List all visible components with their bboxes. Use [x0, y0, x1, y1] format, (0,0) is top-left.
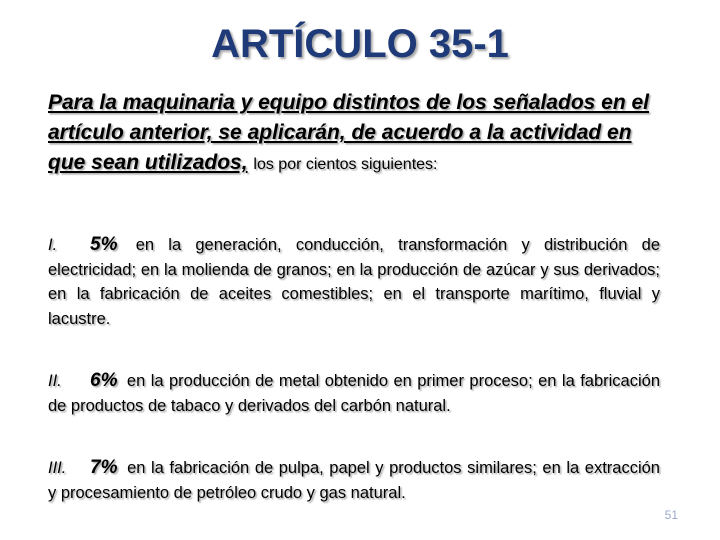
item-percent: 6%	[90, 370, 118, 391]
list-item-3	[48, 456, 660, 505]
item-text: en la fabricación de pulpa, papel y productos similares; en la extracción y procesamiento de petróleo crudo y gas natural.	[48, 459, 660, 502]
item-numeral: I.	[48, 236, 58, 254]
list-item-1	[48, 233, 660, 331]
list-item-2	[48, 369, 660, 418]
item-text: en la generación, conducción, transformación y distribución de electricidad; en la molienda de granos; en la producción de azúcar y sus derivados; en la fabricación de aceites comestibles; en el transporte marítimo, fluvial y lacustre.	[48, 236, 660, 328]
item-percent: 5%	[90, 234, 118, 255]
intro-emphasis: Para la maquinaria y equipo distintos de los señalados en el artículo anterior, se aplicarán, de acuerdo a la actividad en que sean utilizados,	[48, 91, 650, 174]
item-text: en la producción de metal obtenido en primer proceso; en la fabricación de productos de tabaco y derivados del carbón natural.	[48, 372, 660, 415]
intro-paragraph	[48, 88, 662, 180]
item-numeral: III.	[48, 459, 67, 477]
item-percent: 7%	[90, 457, 118, 478]
page-number: 51	[664, 508, 678, 522]
item-numeral: II.	[48, 372, 62, 390]
intro-tail: los por cientos siguientes:	[253, 156, 438, 173]
page-title: ARTÍCULO 35-1	[211, 22, 509, 66]
